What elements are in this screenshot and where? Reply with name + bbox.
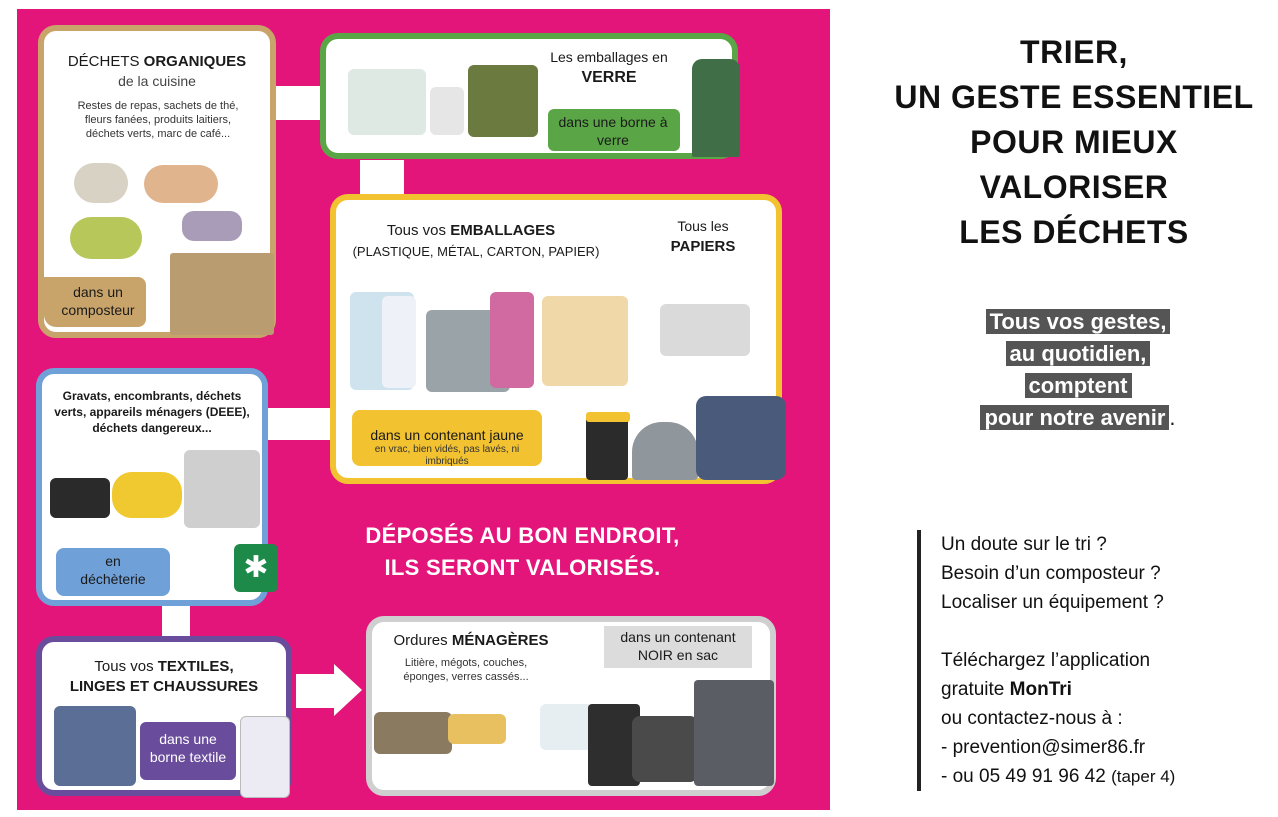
slogan-line: au quotidien, xyxy=(1006,341,1151,366)
emballages-title-bold: EMBALLAGES xyxy=(450,222,556,239)
connector xyxy=(272,86,324,120)
menageres-title-bold: MÉNAGÈRES xyxy=(451,632,549,649)
food-plate-image xyxy=(70,217,142,259)
papiers-title-bold: PAPIERS xyxy=(670,238,736,255)
info-gratuite: gratuite xyxy=(941,679,1005,700)
aerosol-image xyxy=(490,292,534,388)
column-container-image xyxy=(696,396,786,480)
silo-image xyxy=(632,422,698,480)
email-link[interactable]: - prevention@simer86.fr xyxy=(941,737,1146,758)
slogan-line: Tous vos gestes, xyxy=(986,309,1171,334)
perfume-bottle-image xyxy=(430,87,464,135)
lavender-image xyxy=(182,211,242,241)
textiles-title-prefix: Tous vos xyxy=(94,658,154,675)
organiques-label-text: dans un composteur xyxy=(61,284,135,318)
decheterie-label-line1: en xyxy=(105,553,121,569)
headline-line1: DÉPOSÉS AU BON ENDROIT, xyxy=(365,523,680,548)
car-battery-image xyxy=(50,478,110,518)
verre-title-bold: VERRE xyxy=(581,69,637,86)
headline-line2: ILS SERONT VALORISÉS. xyxy=(384,555,661,580)
glass-bank-image xyxy=(692,59,740,157)
info-contact: ou contactez-nous à : xyxy=(941,708,1123,729)
main-title-line: UN GESTE ESSENTIEL xyxy=(894,79,1254,115)
app-name: MonTri xyxy=(1009,679,1072,700)
diaper-image xyxy=(540,704,594,750)
info-question: Localiser un équipement ? xyxy=(941,592,1164,613)
slogan-line: pour notre avenir xyxy=(980,405,1169,430)
eggshells-image xyxy=(144,165,218,203)
organiques-title-prefix: DÉCHETS xyxy=(67,53,140,70)
card-decheterie xyxy=(36,368,268,606)
menageres-desc: Litière, mégots, couches, éponges, verres cassés... xyxy=(403,657,529,683)
emballages-subtitle: (PLASTIQUE, MÉTAL, CARTON, PAPIER) xyxy=(352,244,600,259)
decheterie-label-line2: déchèterie xyxy=(80,571,146,587)
column-black-container-image xyxy=(694,680,774,786)
textiles-label-text: dans une borne textile xyxy=(149,731,227,765)
litter-tray-image xyxy=(374,712,452,754)
yellow-bin-image xyxy=(586,414,628,480)
cartons-image xyxy=(542,296,628,386)
emballages-label-note: en vrac, bien vidés, pas lavés, ni imbriqués xyxy=(374,444,520,467)
emballages-title-prefix: Tous vos xyxy=(386,222,447,239)
glass-jars-image xyxy=(348,69,426,135)
milk-bottle-image xyxy=(382,296,416,388)
organiques-title-bold: ORGANIQUES xyxy=(143,53,247,70)
connector-arrow xyxy=(334,664,364,716)
verre-title-prefix: Les emballages en xyxy=(550,49,668,65)
card-organiques xyxy=(38,25,276,338)
papiers-title-prefix: Tous les xyxy=(677,218,729,234)
connector xyxy=(296,674,336,708)
yellow-bin-lid-image xyxy=(586,412,630,422)
main-title xyxy=(880,30,1268,255)
vacuum-image xyxy=(112,472,182,518)
emballages-label-text: dans un contenant jaune xyxy=(370,427,524,443)
card-emballages xyxy=(330,194,782,484)
slogan-line: comptent xyxy=(1025,373,1132,398)
slogan xyxy=(900,306,1256,434)
headline xyxy=(345,520,700,584)
phone-note: (taper 4) xyxy=(1111,767,1176,786)
menageres-label-line2: NOIR en sac xyxy=(637,647,719,663)
card-textiles xyxy=(36,636,292,796)
menageres-label-line1: dans un contenant xyxy=(620,629,736,645)
underground-container-image xyxy=(632,716,698,782)
main-title-line: TRIER, xyxy=(1020,34,1128,70)
organiques-subtitle: de la cuisine xyxy=(118,73,196,89)
textiles-title-bold-2: LINGES ET CHAUSSURES xyxy=(69,678,259,695)
tea-bag-image xyxy=(74,163,128,203)
decheterie-desc: Gravats, encombrants, déchets verts, appareils ménagers (DEEE), déchets dangereux... xyxy=(54,389,250,435)
info-box xyxy=(917,530,1262,791)
main-title-line: POUR MIEUX xyxy=(970,124,1178,160)
verre-label-text: dans une borne à verre xyxy=(558,114,668,148)
info-question: Un doute sur le tri ? xyxy=(941,534,1107,555)
textiles-title-bold-1: TEXTILES, xyxy=(157,658,234,675)
glass-bottles-image xyxy=(468,65,538,137)
connector xyxy=(266,408,336,440)
card-menageres xyxy=(366,616,776,796)
info-question: Besoin d’un composteur ? xyxy=(941,563,1161,584)
decheterie-logo-icon: ✱ xyxy=(234,544,278,592)
composter-image xyxy=(170,253,274,335)
menageres-title-prefix: Ordures xyxy=(393,632,448,649)
main-title-line: LES DÉCHETS xyxy=(959,214,1189,250)
papers-image xyxy=(660,304,750,356)
chemicals-image xyxy=(184,450,260,528)
clothes-image xyxy=(54,706,136,786)
info-download: Téléchargez l’application xyxy=(941,650,1151,671)
organiques-desc: Restes de repas, sachets de thé, fleurs fanées, produits laitiers, déchets verts, marc de café... xyxy=(77,100,239,140)
phone-link[interactable]: - ou 05 49 91 96 42 xyxy=(941,766,1106,787)
sponge-image xyxy=(448,714,506,744)
card-verre xyxy=(320,33,738,159)
main-title-line: VALORISER xyxy=(979,169,1169,205)
slogan-period: . xyxy=(1169,405,1176,430)
textile-bank-image xyxy=(240,716,290,798)
